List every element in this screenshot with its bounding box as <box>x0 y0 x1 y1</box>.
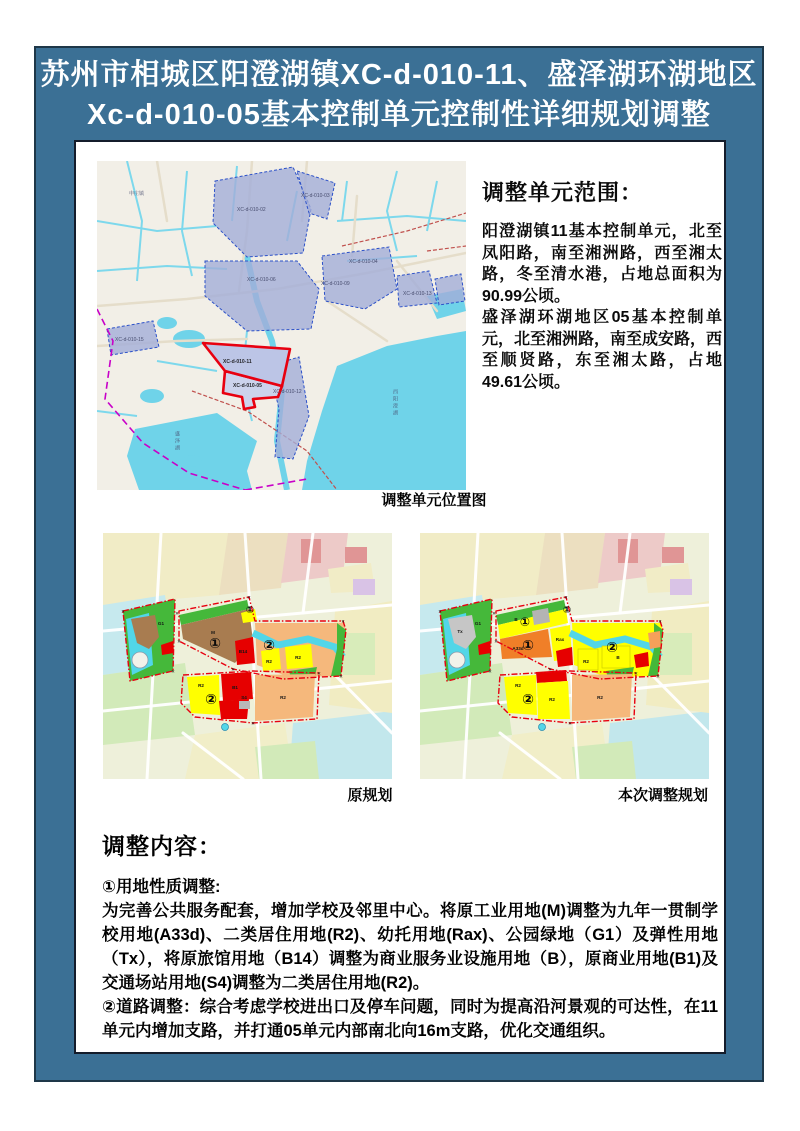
svg-text:✕: ✕ <box>438 609 442 614</box>
svg-text:✕: ✕ <box>656 674 660 679</box>
svg-text:✕: ✕ <box>175 611 179 616</box>
location-map <box>97 161 466 490</box>
content-heading: 调整内容： <box>102 833 222 859</box>
svg-text:✕: ✕ <box>247 595 251 600</box>
svg-text:R2: R2 <box>280 695 286 700</box>
svg-text:B: B <box>616 655 620 660</box>
svg-text:①: ① <box>562 605 572 616</box>
svg-text:✕: ✕ <box>231 667 235 672</box>
poster-title <box>36 55 762 135</box>
svg-text:②: ② <box>606 639 618 655</box>
svg-text:R2: R2 <box>515 683 521 688</box>
scope-paragraph-1: 阳澄湖镇11基本控制单元，北至凤阳路，南至湘洲路，西至湘太路，冬至清水港，占地总面积为90.99公顷。 <box>482 223 722 305</box>
svg-text:②: ② <box>205 691 217 707</box>
svg-text:B14: B14 <box>238 649 248 654</box>
svg-text:②: ② <box>263 637 275 653</box>
svg-text:G1: G1 <box>474 621 482 626</box>
svg-text:盛泽湖: 盛泽湖 <box>174 431 180 452</box>
svg-text:B: B <box>514 617 518 622</box>
svg-text:✕: ✕ <box>121 609 125 614</box>
svg-text:R2: R2 <box>295 655 301 660</box>
adjusted-plan-map <box>420 533 709 779</box>
content-panel <box>74 140 726 1054</box>
svg-text:XC-d-010-05: XC-d-010-05 <box>233 383 262 389</box>
svg-text:①: ① <box>519 615 531 629</box>
svg-text:①: ① <box>245 605 255 616</box>
svg-text:A33d: A33d <box>512 646 524 651</box>
original-plan-caption: 原规划 <box>347 787 393 804</box>
svg-text:✕: ✕ <box>317 671 321 676</box>
title-line1: 苏州市相城区阳澄湖镇XC-d-010-11、盛泽湖环湖地区 <box>40 59 758 91</box>
svg-text:Rax: Rax <box>555 637 565 642</box>
adjustment-content-section <box>102 828 718 1043</box>
svg-text:Tx: Tx <box>457 629 463 634</box>
svg-text:XC-d-010-11: XC-d-010-11 <box>223 359 252 365</box>
svg-text:R2: R2 <box>583 659 589 664</box>
svg-text:✕: ✕ <box>564 595 568 600</box>
poster-frame <box>34 46 764 1082</box>
svg-text:✕: ✕ <box>488 669 492 674</box>
svg-text:XC-d-010-03: XC-d-010-03 <box>301 193 330 199</box>
svg-text:XC-d-010-04: XC-d-010-04 <box>349 259 378 265</box>
svg-text:②: ② <box>522 691 534 707</box>
svg-text:✕: ✕ <box>339 674 343 679</box>
content-item1-title: ①用地性质调整: <box>102 878 221 896</box>
scope-paragraph-2: 盛泽湖环湖地区05基本控制单元，北至湘洲路，南至成安路，西至顺贤路，东至湘太路，占地49.61公顷。 <box>482 309 723 391</box>
original-plan-map <box>103 533 392 779</box>
svg-text:R2: R2 <box>597 695 603 700</box>
location-map-caption: 调整单元位置图 <box>381 492 487 509</box>
svg-text:XC-d-010-02: XC-d-010-02 <box>237 207 266 213</box>
adjusted-plan-caption: 本次调整规划 <box>617 787 708 804</box>
svg-text:✕: ✕ <box>634 671 638 676</box>
scope-block <box>482 176 722 393</box>
svg-text:申庄镇: 申庄镇 <box>129 191 145 197</box>
svg-text:XC-d-010-09: XC-d-010-09 <box>321 281 350 287</box>
svg-text:XC-d-010-15: XC-d-010-15 <box>115 337 144 343</box>
svg-text:✕: ✕ <box>492 611 496 616</box>
svg-text:西阳澄湖: 西阳澄湖 <box>392 389 398 417</box>
svg-text:✕: ✕ <box>251 721 255 726</box>
svg-text:B1: B1 <box>232 685 238 690</box>
svg-text:✕: ✕ <box>171 669 175 674</box>
svg-text:✕: ✕ <box>658 619 662 624</box>
svg-text:✕: ✕ <box>568 721 572 726</box>
svg-text:✕: ✕ <box>494 639 498 644</box>
svg-text:XC-d-010-13: XC-d-010-13 <box>403 291 432 297</box>
svg-text:R2: R2 <box>198 683 204 688</box>
svg-text:✕: ✕ <box>548 667 552 672</box>
svg-text:S4: S4 <box>241 695 247 700</box>
svg-text:✕: ✕ <box>177 639 181 644</box>
title-line2: Xc-d-010-05基本控制单元控制性详细规划调整 <box>87 99 711 131</box>
svg-text:G1: G1 <box>157 621 165 626</box>
svg-text:XC-d-010-06: XC-d-010-06 <box>247 277 276 283</box>
svg-text:XC-d-010-12: XC-d-010-12 <box>273 389 302 395</box>
content-item2: ②道路调整：综合考虑学校进出口及停车问题，同时为提高沿河景观的可达性，在11单元内增加支路，并打通05单元内部南北向16m支路，优化交通组织。 <box>102 998 718 1040</box>
svg-text:✕: ✕ <box>341 619 345 624</box>
scope-heading: 调整单元范围： <box>482 180 644 205</box>
svg-text:R2: R2 <box>549 697 555 702</box>
content-item1-body: 为完善公共服务配套，增加学校及邻里中心。将原工业用地(M)调整为九年一贯制学校用地(A33d)、二类居住用地(R2)、幼托用地(Rax)、公园绿地（G1）及弹性用地（Tx），将原旅馆用地（B14）调整为商业服务业设施用地（B），原商业用地(B1)及交通场站用地(S4)调整为二类居住用地(R2)。 <box>102 902 718 992</box>
svg-text:M: M <box>211 630 215 635</box>
svg-text:R2: R2 <box>266 659 272 664</box>
svg-text:①: ① <box>209 635 221 651</box>
svg-text:①: ① <box>522 637 534 653</box>
